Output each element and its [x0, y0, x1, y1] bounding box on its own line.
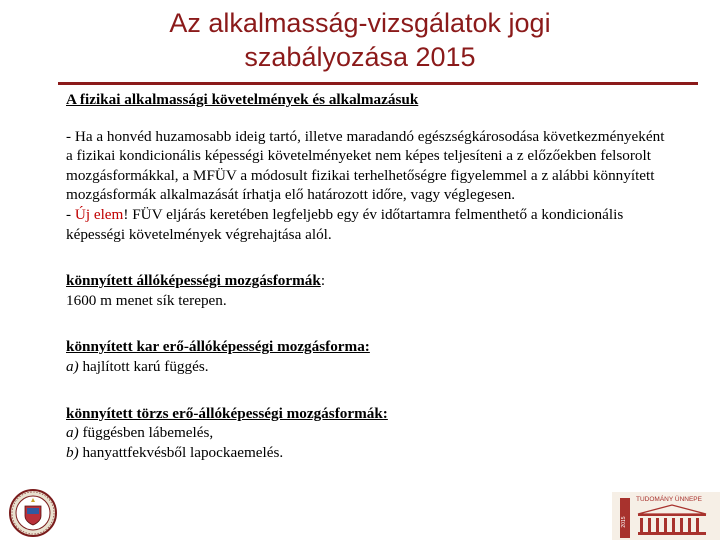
endurance-heading-text: könnyített állóképességi mozgásformák: [66, 272, 321, 290]
slide-title-line-2: szabályozása 2015: [244, 42, 476, 72]
section-heading: A fizikai alkalmassági követelmények és alkalmazásuk: [66, 91, 419, 108]
item-text: hanyattfekvésből lapockaemelés.: [78, 443, 284, 461]
paragraph-2: [66, 205, 666, 244]
badge-title: TUDOMÁNY ÜNNEPE: [636, 496, 702, 503]
slide-body: [66, 90, 666, 462]
item-label: a): [66, 357, 79, 375]
badge-side-text: 2015: [621, 516, 627, 528]
trunk-strength-heading: könnyített törzs erő-állóképességi mozgásformák:: [66, 404, 388, 422]
endurance-heading-suffix: :: [320, 272, 326, 290]
paragraph-2-text: ! FÜV eljárás keretében legfeljebb egy év időtartamra felmenthető a kondicionális képességi követelmények végrehajtása alól.: [66, 205, 624, 243]
paragraph-1: - Ha a honvéd huzamosabb ideig tartó, illetve maradandó egészségkárosodása következményeként a fizikai kondicionális képességi követelményeket nem képes teljesíteni a z előzőekben felsorolt mozgásformákkal, a MFÜV a módosult fizikai terhelhetőségre figyelemmel a z alábbi könnyített mozgásformák alkalmazását írhatja elő határozott időre, vagy véglegesen.: [66, 127, 665, 204]
item-label: a): [66, 424, 79, 442]
endurance-heading: [66, 271, 666, 291]
trunk-strength-item-b: [66, 443, 666, 463]
item-text: függésben lábemelés,: [78, 424, 214, 442]
title-divider: [58, 82, 698, 85]
new-element-highlight: Új elem: [74, 205, 124, 223]
paragraph-2-prefix: -: [66, 205, 75, 223]
trunk-strength-item-a: [66, 423, 666, 443]
slide-title-line-1: Az alkalmasság-vizsgálatok jogi: [169, 8, 551, 38]
science-festival-badge: [612, 492, 720, 540]
item-text: hajlított karú függés.: [78, 357, 209, 375]
arm-strength-item: [66, 357, 666, 377]
slide-title: [0, 6, 720, 74]
item-label: b): [66, 443, 79, 461]
university-seal-icon: [8, 488, 58, 538]
arm-strength-heading: könnyített kar erő-állóképességi mozgásforma:: [66, 338, 370, 356]
endurance-item: 1600 m menet sík terepen.: [66, 291, 227, 309]
